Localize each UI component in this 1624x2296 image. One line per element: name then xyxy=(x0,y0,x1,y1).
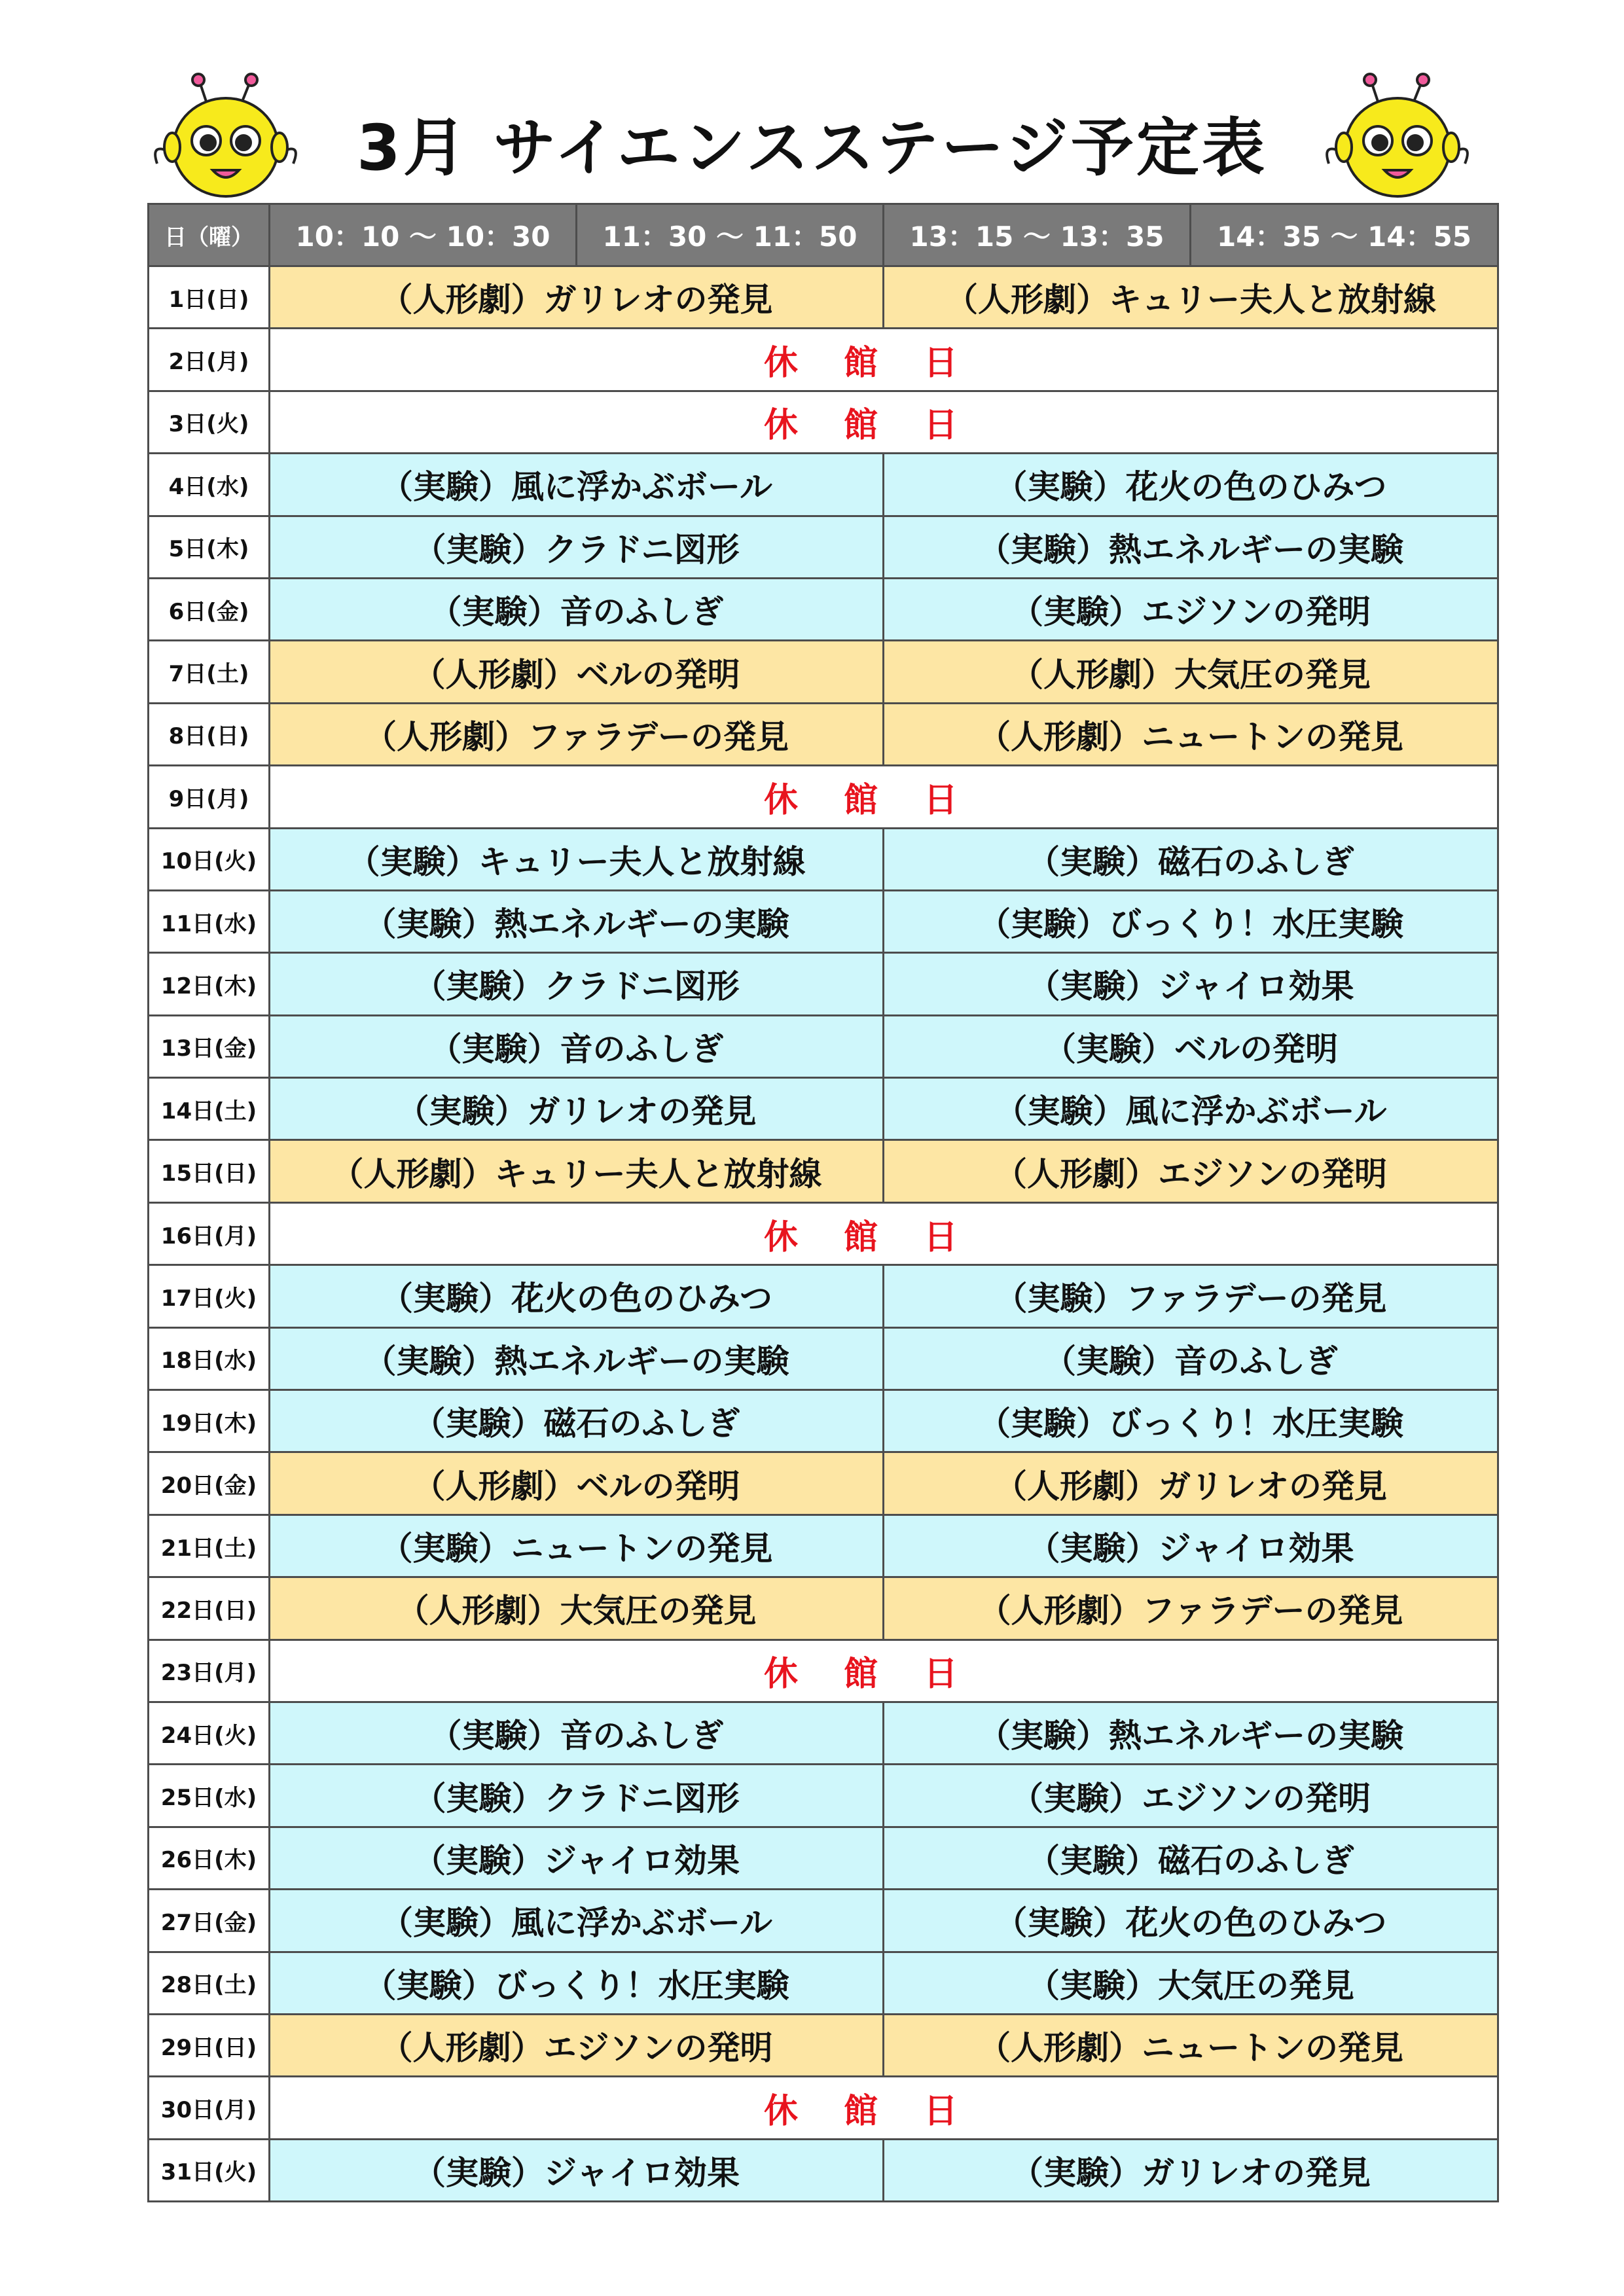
program-cell-am: （人形劇）ベルの発明 xyxy=(270,1452,884,1515)
day-cell: 24日(火) xyxy=(149,1702,270,1764)
table-row xyxy=(149,516,1498,578)
table-row xyxy=(149,329,1498,391)
day-cell: 30日(月) xyxy=(149,2077,270,2139)
day-cell: 5日(木) xyxy=(149,516,270,578)
header-day: 日（曜） xyxy=(149,204,270,266)
program-cell-pm: （実験）音のふしぎ xyxy=(884,1327,1498,1390)
program-cell-pm: （人形劇）エジソンの発明 xyxy=(884,1140,1498,1202)
day-cell: 26日(木) xyxy=(149,1827,270,1889)
program-cell-am: （実験）びっくり！水圧実験 xyxy=(270,1952,884,2014)
table-row xyxy=(149,1952,1498,2014)
day-cell: 12日(木) xyxy=(149,953,270,1015)
table-row xyxy=(149,1202,1498,1265)
day-cell: 20日(金) xyxy=(149,1452,270,1515)
program-cell-am: （人形劇）ベルの発明 xyxy=(270,641,884,703)
page-title: 3月 サイエンスステージ予定表 xyxy=(357,111,1267,185)
header-slot-3: 13：15 〜 13：35 xyxy=(884,204,1191,266)
table-row xyxy=(149,953,1498,1015)
table-row xyxy=(149,1640,1498,1702)
program-cell-am: （実験）音のふしぎ xyxy=(270,1015,884,1077)
program-cell-am: （人形劇）ガリレオの発見 xyxy=(270,266,884,329)
day-cell: 9日(月) xyxy=(149,766,270,828)
program-cell-am: （実験）キュリー夫人と放射線 xyxy=(270,828,884,890)
day-cell: 19日(木) xyxy=(149,1390,270,1452)
table-row xyxy=(149,391,1498,453)
day-cell: 23日(月) xyxy=(149,1640,270,1702)
day-cell: 7日(土) xyxy=(149,641,270,703)
program-cell-pm: （人形劇）ファラデーの発見 xyxy=(884,1577,1498,1640)
day-cell: 11日(水) xyxy=(149,890,270,952)
program-cell-pm: （実験）ベルの発明 xyxy=(884,1015,1498,1077)
table-row xyxy=(149,2139,1498,2201)
table-row xyxy=(149,454,1498,516)
program-cell-am: （人形劇）エジソンの発明 xyxy=(270,2014,884,2076)
table-row xyxy=(149,1515,1498,1577)
program-cell-pm: （実験）ジャイロ効果 xyxy=(884,953,1498,1015)
day-cell: 13日(金) xyxy=(149,1015,270,1077)
header-slot-1: 10：10 〜 10：30 xyxy=(270,204,577,266)
table-row xyxy=(149,890,1498,952)
day-cell: 2日(月) xyxy=(149,329,270,391)
table-row xyxy=(149,1702,1498,1764)
program-cell-am: （実験）熱エネルギーの実験 xyxy=(270,1327,884,1390)
schedule-table xyxy=(147,203,1499,2202)
table-row xyxy=(149,766,1498,828)
closed-cell: 休館日 xyxy=(270,2077,1498,2139)
program-cell-am: （実験）音のふしぎ xyxy=(270,1702,884,1764)
program-cell-am: （人形劇）キュリー夫人と放射線 xyxy=(270,1140,884,1202)
day-cell: 27日(金) xyxy=(149,1890,270,1952)
closed-cell: 休館日 xyxy=(270,1640,1498,1702)
program-cell-am: （実験）風に浮かぶボール xyxy=(270,1890,884,1952)
day-cell: 25日(水) xyxy=(149,1765,270,1827)
program-cell-pm: （人形劇）ニュートンの発見 xyxy=(884,703,1498,765)
program-cell-pm: （実験）熱エネルギーの実験 xyxy=(884,516,1498,578)
table-row xyxy=(149,1890,1498,1952)
program-cell-am: （実験）クラドニ図形 xyxy=(270,1765,884,1827)
program-cell-am: （実験）熱エネルギーの実験 xyxy=(270,890,884,952)
program-cell-am: （実験）音のふしぎ xyxy=(270,578,884,640)
program-cell-am: （実験）ジャイロ効果 xyxy=(270,2139,884,2201)
program-cell-pm: （実験）エジソンの発明 xyxy=(884,578,1498,640)
program-cell-am: （実験）ガリレオの発見 xyxy=(270,1078,884,1140)
program-cell-pm: （実験）びっくり！水圧実験 xyxy=(884,1390,1498,1452)
table-row xyxy=(149,266,1498,329)
table-row xyxy=(149,1452,1498,1515)
table-row xyxy=(149,1327,1498,1390)
table-row xyxy=(149,1577,1498,1640)
day-cell: 18日(水) xyxy=(149,1327,270,1390)
day-cell: 29日(日) xyxy=(149,2014,270,2076)
table-row xyxy=(149,578,1498,640)
program-cell-pm: （人形劇）ニュートンの発見 xyxy=(884,2014,1498,2076)
day-cell: 6日(金) xyxy=(149,578,270,640)
program-cell-pm: （実験）熱エネルギーの実験 xyxy=(884,1702,1498,1764)
program-cell-am: （実験）クラドニ図形 xyxy=(270,516,884,578)
closed-cell: 休館日 xyxy=(270,329,1498,391)
program-cell-am: （実験）風に浮かぶボール xyxy=(270,454,884,516)
day-cell: 10日(火) xyxy=(149,828,270,890)
closed-cell: 休館日 xyxy=(270,766,1498,828)
program-cell-pm: （実験）花火の色のひみつ xyxy=(884,1890,1498,1952)
day-cell: 21日(土) xyxy=(149,1515,270,1577)
program-cell-am: （実験）ニュートンの発見 xyxy=(270,1515,884,1577)
program-cell-pm: （人形劇）ガリレオの発見 xyxy=(884,1452,1498,1515)
table-row xyxy=(149,2014,1498,2076)
table-row xyxy=(149,1390,1498,1452)
day-cell: 16日(月) xyxy=(149,1202,270,1265)
day-cell: 4日(水) xyxy=(149,454,270,516)
program-cell-am: （人形劇）大気圧の発見 xyxy=(270,1577,884,1640)
header-slot-4: 14：35 〜 14：55 xyxy=(1191,204,1498,266)
closed-cell: 休館日 xyxy=(270,1202,1498,1265)
table-row xyxy=(149,1827,1498,1889)
table-row xyxy=(149,703,1498,765)
table-row xyxy=(149,828,1498,890)
table-row xyxy=(149,1265,1498,1327)
table-row xyxy=(149,2077,1498,2139)
program-cell-pm: （実験）ファラデーの発見 xyxy=(884,1265,1498,1327)
closed-cell: 休館日 xyxy=(270,391,1498,453)
program-cell-pm: （実験）大気圧の発見 xyxy=(884,1952,1498,2014)
day-cell: 1日(日) xyxy=(149,266,270,329)
day-cell: 15日(日) xyxy=(149,1140,270,1202)
program-cell-pm: （実験）磁石のふしぎ xyxy=(884,1827,1498,1889)
day-cell: 28日(土) xyxy=(149,1952,270,2014)
table-row xyxy=(149,1015,1498,1077)
day-cell: 22日(日) xyxy=(149,1577,270,1640)
program-cell-pm: （実験）磁石のふしぎ xyxy=(884,828,1498,890)
program-cell-pm: （人形劇）キュリー夫人と放射線 xyxy=(884,266,1498,329)
program-cell-pm: （実験）びっくり！水圧実験 xyxy=(884,890,1498,952)
table-row xyxy=(149,1078,1498,1140)
day-cell: 31日(火) xyxy=(149,2139,270,2201)
program-cell-pm: （実験）花火の色のひみつ xyxy=(884,454,1498,516)
program-cell-pm: （実験）ガリレオの発見 xyxy=(884,2139,1498,2201)
program-cell-am: （人形劇）ファラデーの発見 xyxy=(270,703,884,765)
program-cell-pm: （実験）エジソンの発明 xyxy=(884,1765,1498,1827)
header-slot-2: 11：30 〜 11：50 xyxy=(577,204,884,266)
program-cell-pm: （人形劇）大気圧の発見 xyxy=(884,641,1498,703)
day-cell: 3日(火) xyxy=(149,391,270,453)
program-cell-pm: （実験）風に浮かぶボール xyxy=(884,1078,1498,1140)
table-row xyxy=(149,641,1498,703)
program-cell-am: （実験）ジャイロ効果 xyxy=(270,1827,884,1889)
table-row xyxy=(149,1140,1498,1202)
header-row xyxy=(149,204,1498,266)
table-row xyxy=(149,1765,1498,1827)
day-cell: 14日(土) xyxy=(149,1078,270,1140)
program-cell-am: （実験）磁石のふしぎ xyxy=(270,1390,884,1452)
program-cell-am: （実験）クラドニ図形 xyxy=(270,953,884,1015)
day-cell: 8日(日) xyxy=(149,703,270,765)
program-cell-am: （実験）花火の色のひみつ xyxy=(270,1265,884,1327)
program-cell-pm: （実験）ジャイロ効果 xyxy=(884,1515,1498,1577)
day-cell: 17日(火) xyxy=(149,1265,270,1327)
